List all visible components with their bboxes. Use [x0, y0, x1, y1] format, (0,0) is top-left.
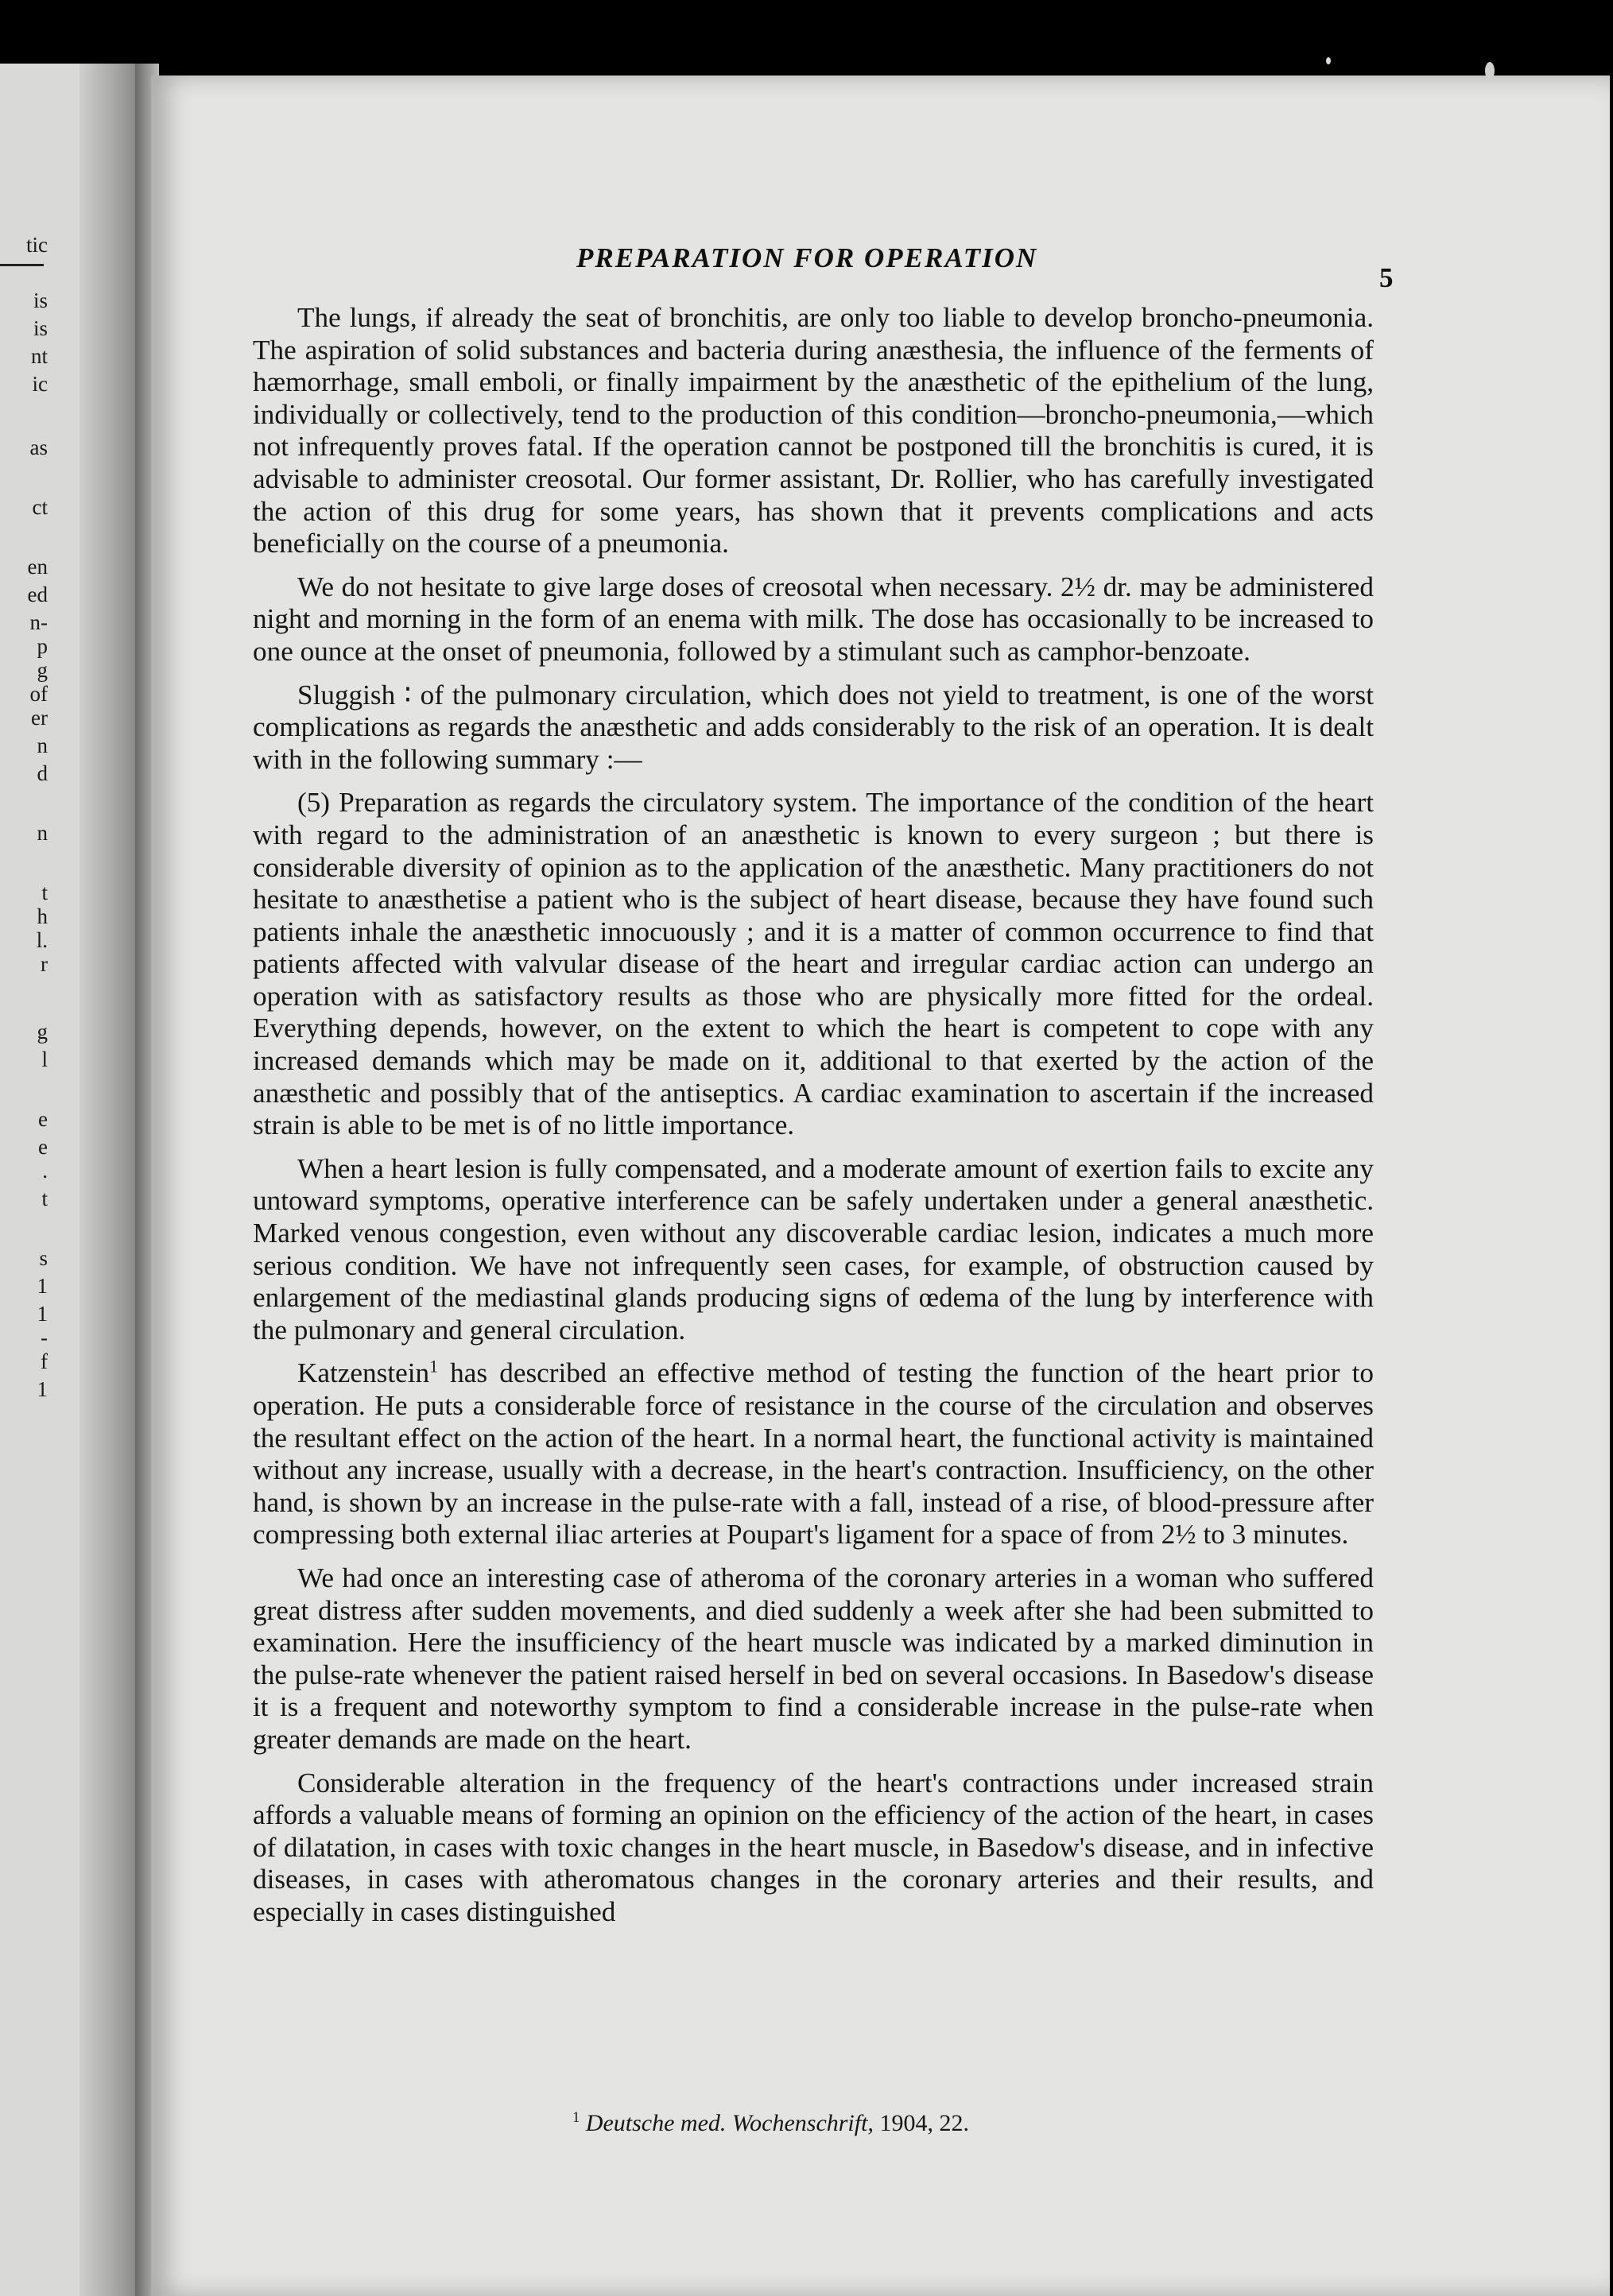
paragraph-creosotal-dose: We do not hesitate to give large doses of creosotal when necessary. 2½ dr. may be administered night and morning in the form of an enema with milk. The dose has occasionally to be increased to one ounce at the onset of pneumonia, followed by a stimulant such as camphor-benzoate.: [253, 571, 1374, 667]
previous-page-line-end: n: [37, 734, 48, 757]
previous-page-line-end: er: [31, 706, 48, 730]
paragraph-bronchitis: The lungs, if already the seat of bronchitis, are only too liable to develop broncho-pneumonia. The aspiration of solid substances and bacteria during anæsthesia, the influence of the ferments of hæmorrhage, small emboli, or finally impairment by the anæsthetic of the epithelium of the lung, individually or collectively, tend to the production of this condition—broncho-pneumonia,—which not infrequently proves fatal. If the operation cannot be postponed till the bronchitis is cured, it is advisable to administer creosotal. Our former assistant, Dr. Rollier, who has carefully investigated the action of this drug for some years, has shown that it prevents complications and acts beneficially on the course of a pneumonia.: [253, 302, 1374, 559]
paragraph-circulatory-system: (5) Preparation as regards the circulatory system. The importance of the condition of the heart with regard to the administration of an anæsthetic is known to every surgeon ; but there is considerable diversity of opinion as to the application of the anæsthetic. Many practitioners do not hesitate to anæsthetise a patient who is the subject of heart disease, because they have found such patients inhale the anæsthetic innocuously ; and it is a matter of common occurrence to find that patients affected with valvular disease of the heart and irregular cardiac action can undergo an operation with as satisfactory results as those who are physically more fitted for the ordeal. Everything depends, however, on the extent to which the heart is competent to cope with any increased demands which may be made on it, additional to that exerted by the action of the anæsthetic and possibly that of the antiseptics. A cardiac examination to ascertain if the increased strain is able to be met is of no little importance.: [253, 787, 1374, 1141]
previous-page-line-end: r: [41, 952, 48, 976]
previous-page-line-end: of: [29, 682, 48, 706]
previous-page-line-end: e: [38, 1135, 48, 1159]
previous-page-line-end: n-: [29, 610, 48, 634]
previous-page-line-end: g: [37, 658, 48, 682]
previous-page-line-end: h: [37, 904, 48, 928]
previous-page-line-end: -: [41, 1326, 48, 1349]
footnote: [572, 2110, 969, 2137]
katzenstein-text: has described an effective method of testing the function of the heart prior to operation. He puts a considerable force of resistance in the course of the circulation and observes the resultant effect on the action of the heart. In a normal heart, the functional activity is maintained without any increase, usually with a decrease, in the heart's contraction. Insufficiency, on the other hand, is shown by an increase in the pulse-rate with a fall, instead of a rise, of blood-pressure after compressing both external iliac arteries at Poupart's ligament for a space of from 2½ to 3 minutes.: [253, 1357, 1375, 1551]
previous-page-line-end: en: [27, 555, 48, 579]
book-gutter: [79, 64, 135, 2296]
previous-page-line-end: e: [38, 1107, 48, 1131]
running-title: PREPARATION FOR OPERATION: [576, 242, 1038, 273]
previous-page-line-end: ic: [32, 372, 48, 396]
previous-page-line-end: p: [37, 634, 48, 658]
footnote-source: Deutsche med. Wochenschrift,: [585, 2110, 874, 2136]
previous-page-line-end: as: [29, 436, 48, 459]
previous-page-line-end: 1: [37, 1274, 48, 1298]
previous-page-line-end: s: [39, 1246, 48, 1270]
previous-page-line-end: n: [37, 821, 48, 845]
previous-page-line-end: l: [41, 1047, 48, 1071]
previous-page-line-end: 1: [37, 1302, 48, 1326]
previous-page-line-end: ed: [27, 583, 48, 606]
footnote-citation: 1904, 22.: [879, 2110, 969, 2136]
previous-page-line-end: f: [41, 1349, 48, 1373]
previous-page-rule: [0, 264, 44, 266]
previous-page-line-end: l.: [36, 928, 48, 952]
paragraph-pulmonary-circulation: Sluggish ∶ of the pulmonary circulation, which does not yield to treatment, is one of the worst complications as regards the anæsthetic and adds considerably to the risk of an operation. It is dealt with in the following summary :—: [253, 679, 1374, 775]
previous-page-line-end: t: [41, 881, 48, 904]
previous-page-line-end: nt: [30, 344, 48, 368]
page-number: 5: [1379, 262, 1394, 293]
paragraph-atheroma-case: We had once an interesting case of atheroma of the coronary arteries in a woman who suffered great distress after sudden movements, and died suddenly a week after she had been submitted to examination. Here the insufficiency of the heart muscle was indicated by a marked diminution in the pulse-rate whenever the patient raised herself in bed on several occasions. In Basedow's disease it is a frequent and noteworthy symptom to find a considerable increase in the pulse-rate when greater demands are made on the heart.: [253, 1562, 1374, 1755]
previous-page-fragment: [0, 64, 135, 2296]
previous-page-line-end: tic: [26, 233, 48, 257]
footnote-reference: 1: [429, 1357, 438, 1376]
previous-page-line-end: is: [33, 288, 48, 312]
page-body: [253, 302, 1374, 1929]
previous-page-line-end: t: [41, 1187, 48, 1210]
footnote-mark: 1: [572, 2109, 580, 2126]
previous-page-line-end: 1: [37, 1377, 48, 1401]
paragraph-katzenstein-method: [253, 1357, 1374, 1551]
scan-speck: [1326, 57, 1331, 64]
scan-speck: [1485, 62, 1495, 79]
previous-page-line-end: .: [42, 1159, 48, 1183]
paragraph-heart-contractions: Considerable alteration in the frequency of the heart's contractions under increased strain affords a valuable means of forming an opinion on the efficiency of the action of the heart, in cases of dilatation, in cases with toxic changes in the heart muscle, in Basedow's disease, and in infective diseases, in cases with atheromatous changes in the coronary arteries and their results, and especially in cases distinguished: [253, 1767, 1374, 1927]
previous-page-line-end: d: [37, 761, 48, 785]
previous-page-line-end: ct: [32, 495, 48, 519]
previous-page-line-end: g: [37, 1020, 48, 1043]
paragraph-heart-lesion: When a heart lesion is fully compensated, and a moderate amount of exertion fails to excite any untoward symptoms, operative interference can be safely undertaken under a general anæsthetic. Marked venous congestion, even without any discoverable cardiac lesion, indicates a much more serious condition. We have not infrequently seen cases, for example, of obstruction caused by enlargement of the mediastinal glands producing signs of œdema of the lung by interference with the pulmonary and general circulation.: [253, 1152, 1374, 1345]
author-name: Katzenstein: [297, 1357, 430, 1389]
previous-page-line-end: is: [33, 316, 48, 340]
